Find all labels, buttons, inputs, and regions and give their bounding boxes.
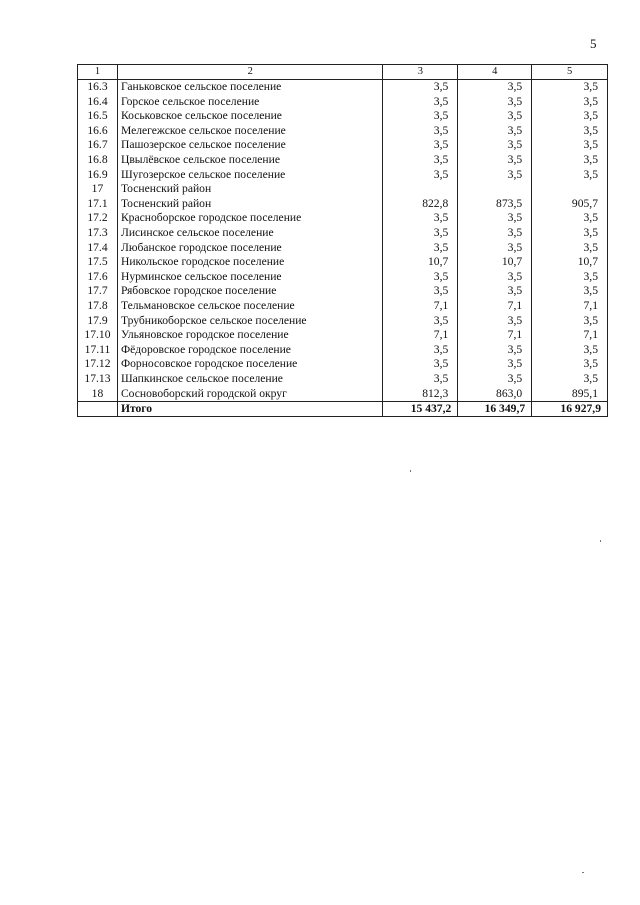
row-code: 17.13 [78, 371, 118, 386]
table-row [78, 153, 608, 168]
row-value-col3: 822,8 [383, 196, 458, 211]
row-value-col5 [532, 182, 608, 197]
row-code: 18 [78, 386, 118, 401]
table-row [78, 94, 608, 109]
table-row [78, 357, 608, 372]
row-value-col4: 3,5 [458, 153, 532, 168]
row-code: 16.8 [78, 153, 118, 168]
row-code: 17.10 [78, 328, 118, 343]
row-value-col4: 3,5 [458, 313, 532, 328]
row-value-col3: 3,5 [383, 313, 458, 328]
scan-speck [410, 470, 411, 472]
row-value-col4: 3,5 [458, 240, 532, 255]
column-number-2: 2 [117, 65, 383, 80]
row-name: Рябовское городское поселение [117, 284, 383, 299]
row-value-col3: 3,5 [383, 269, 458, 284]
row-value-col5: 3,5 [532, 371, 608, 386]
row-value-col5: 3,5 [532, 226, 608, 241]
row-value-col4: 3,5 [458, 342, 532, 357]
row-code: 16.3 [78, 79, 118, 94]
row-name: Тосненский район [117, 182, 383, 197]
row-value-col3: 3,5 [383, 123, 458, 138]
row-name: Фёдоровское городское поселение [117, 342, 383, 357]
row-value-col4: 3,5 [458, 226, 532, 241]
row-value-col5: 3,5 [532, 313, 608, 328]
row-value-col5: 3,5 [532, 94, 608, 109]
row-value-col5: 3,5 [532, 240, 608, 255]
row-name: Тельмановское сельское поселение [117, 299, 383, 314]
row-name: Мелегежское сельское поселение [117, 123, 383, 138]
row-value-col3: 3,5 [383, 109, 458, 124]
row-name: Форносовское городское поселение [117, 357, 383, 372]
row-value-col3: 3,5 [383, 357, 458, 372]
row-name: Коськовское сельское поселение [117, 109, 383, 124]
row-code: 17.6 [78, 269, 118, 284]
row-value-col3: 3,5 [383, 240, 458, 255]
row-value-col5: 3,5 [532, 109, 608, 124]
row-value-col3: 3,5 [383, 211, 458, 226]
row-name: Шапкинское сельское поселение [117, 371, 383, 386]
row-value-col4: 863,0 [458, 386, 532, 401]
row-name: Лисинское сельское поселение [117, 226, 383, 241]
budget-table [77, 64, 608, 417]
total-label: Итого [117, 401, 383, 417]
row-value-col5: 3,5 [532, 153, 608, 168]
row-value-col5: 10,7 [532, 255, 608, 270]
row-value-col5: 3,5 [532, 138, 608, 153]
row-value-col3: 812,3 [383, 386, 458, 401]
row-value-col3: 10,7 [383, 255, 458, 270]
row-value-col3: 7,1 [383, 299, 458, 314]
row-name: Горское сельское поселение [117, 94, 383, 109]
row-code: 17.3 [78, 226, 118, 241]
row-value-col4: 873,5 [458, 196, 532, 211]
table-row [78, 138, 608, 153]
row-name: Ульяновское городское поселение [117, 328, 383, 343]
row-value-col4: 7,1 [458, 328, 532, 343]
row-name: Любанское городское поселение [117, 240, 383, 255]
row-value-col5: 905,7 [532, 196, 608, 211]
row-value-col5: 3,5 [532, 284, 608, 299]
total-value-col4: 16 349,7 [458, 401, 532, 417]
row-value-col4: 7,1 [458, 299, 532, 314]
row-code: 16.7 [78, 138, 118, 153]
column-number-1: 1 [78, 65, 118, 80]
row-code: 17 [78, 182, 118, 197]
table-row [78, 182, 608, 197]
row-value-col4: 3,5 [458, 138, 532, 153]
column-number-5: 5 [532, 65, 608, 80]
row-code: 16.5 [78, 109, 118, 124]
column-number-4: 4 [458, 65, 532, 80]
row-code: 17.12 [78, 357, 118, 372]
row-code: 17.4 [78, 240, 118, 255]
table-row [78, 226, 608, 241]
total-value-col5: 16 927,9 [532, 401, 608, 417]
row-name: Пашозерское сельское поселение [117, 138, 383, 153]
row-value-col3: 3,5 [383, 79, 458, 94]
row-value-col4: 3,5 [458, 167, 532, 182]
row-value-col4: 3,5 [458, 357, 532, 372]
row-code: 17.9 [78, 313, 118, 328]
row-value-col3: 3,5 [383, 371, 458, 386]
table-row [78, 299, 608, 314]
column-number-header-row [78, 65, 608, 80]
table-row [78, 284, 608, 299]
row-value-col3: 3,5 [383, 94, 458, 109]
total-code-cell [78, 401, 118, 417]
row-value-col3 [383, 182, 458, 197]
row-code: 16.4 [78, 94, 118, 109]
row-value-col5: 3,5 [532, 211, 608, 226]
row-value-col4: 3,5 [458, 371, 532, 386]
row-code: 16.9 [78, 167, 118, 182]
table-row [78, 313, 608, 328]
table-row [78, 342, 608, 357]
row-value-col3: 3,5 [383, 167, 458, 182]
row-value-col3: 3,5 [383, 226, 458, 241]
table-row [78, 255, 608, 270]
row-name: Шугозерское сельское поселение [117, 167, 383, 182]
row-code: 17.5 [78, 255, 118, 270]
column-number-3: 3 [383, 65, 458, 80]
table-row [78, 269, 608, 284]
row-code: 17.8 [78, 299, 118, 314]
row-code: 17.7 [78, 284, 118, 299]
row-value-col3: 3,5 [383, 284, 458, 299]
row-code: 16.6 [78, 123, 118, 138]
row-value-col5: 3,5 [532, 167, 608, 182]
scan-speck [600, 540, 601, 542]
scan-speck [582, 872, 584, 873]
row-value-col4: 3,5 [458, 109, 532, 124]
row-name: Ганьковское сельское поселение [117, 79, 383, 94]
row-name: Нурминское сельское поселение [117, 269, 383, 284]
row-name: Сосновоборский городской округ [117, 386, 383, 401]
table-row [78, 109, 608, 124]
row-name: Красноборское городское поселение [117, 211, 383, 226]
table-row [78, 123, 608, 138]
row-value-col4: 3,5 [458, 79, 532, 94]
row-value-col5: 7,1 [532, 299, 608, 314]
total-row [78, 401, 608, 417]
row-value-col4: 3,5 [458, 284, 532, 299]
row-value-col5: 3,5 [532, 79, 608, 94]
row-name: Тосненский район [117, 196, 383, 211]
row-name: Трубникоборское сельское поселение [117, 313, 383, 328]
row-value-col5: 3,5 [532, 342, 608, 357]
table-row [78, 371, 608, 386]
row-value-col4: 3,5 [458, 269, 532, 284]
row-name: Никольское городское поселение [117, 255, 383, 270]
row-value-col5: 3,5 [532, 269, 608, 284]
row-value-col5: 3,5 [532, 357, 608, 372]
page-number: 5 [590, 36, 597, 51]
total-value-col3: 15 437,2 [383, 401, 458, 417]
row-value-col4: 3,5 [458, 123, 532, 138]
row-value-col4 [458, 182, 532, 197]
table-row [78, 240, 608, 255]
table-row [78, 211, 608, 226]
table-row [78, 167, 608, 182]
row-value-col3: 3,5 [383, 342, 458, 357]
row-value-col4: 3,5 [458, 94, 532, 109]
row-code: 17.11 [78, 342, 118, 357]
row-value-col4: 10,7 [458, 255, 532, 270]
row-value-col4: 3,5 [458, 211, 532, 226]
table-row [78, 196, 608, 211]
row-value-col3: 3,5 [383, 153, 458, 168]
row-value-col5: 7,1 [532, 328, 608, 343]
table-row [78, 79, 608, 94]
row-value-col3: 3,5 [383, 138, 458, 153]
row-code: 17.1 [78, 196, 118, 211]
row-value-col5: 895,1 [532, 386, 608, 401]
row-value-col3: 7,1 [383, 328, 458, 343]
table-row [78, 328, 608, 343]
row-name: Цвылёвское сельское поселение [117, 153, 383, 168]
table-row [78, 386, 608, 401]
row-value-col5: 3,5 [532, 123, 608, 138]
row-code: 17.2 [78, 211, 118, 226]
